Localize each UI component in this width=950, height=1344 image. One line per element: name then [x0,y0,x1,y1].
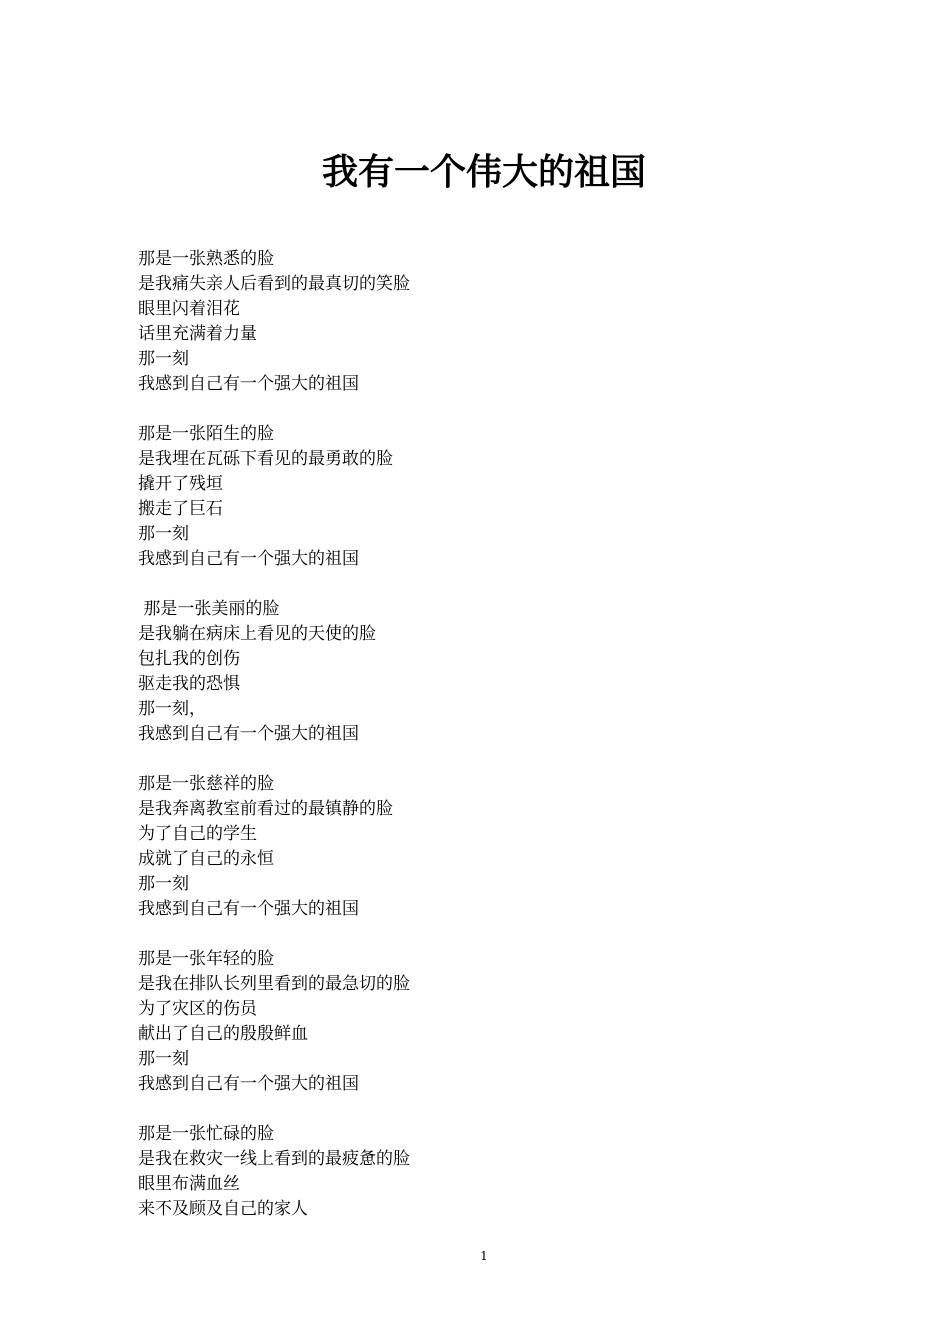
poem-line: 我感到自己有一个强大的祖国 [138,549,359,569]
poem-line: 那一刻 [138,1049,189,1069]
poem-line: 我感到自己有一个强大的祖国 [138,899,359,919]
poem-line: 是我在救灾一线上看到的最疲惫的脸 [138,1149,410,1169]
stanza-6 [138,1122,838,1222]
poem-line: 话里充满着力量 [138,324,257,344]
poem-line: 为了自己的学生 [138,824,257,844]
page-title: 我有一个伟大的祖国 [321,151,646,193]
stanza-3 [138,597,838,747]
poem-line: 搬走了巨石 [138,499,223,519]
poem-line: 包扎我的创伤 [138,649,240,669]
stanza-2 [138,422,838,572]
stanza-5 [138,947,838,1097]
poem-line: 那是一张慈祥的脸 [138,774,274,794]
page-number: 1 [480,1249,488,1263]
poem-line: 那是一张忙碌的脸 [138,1124,274,1144]
poem-line: 那是一张陌生的脸 [138,424,274,444]
stanza-1 [138,247,838,397]
poem-line: 献出了自己的殷殷鲜血 [138,1024,308,1044]
poem-line: 我感到自己有一个强大的祖国 [138,724,359,744]
poem-line: 撬开了残垣 [138,474,223,494]
poem-line: 那是一张熟悉的脸 [138,249,274,269]
poem-line: 是我在排队长列里看到的最急切的脸 [138,974,410,994]
poem-line: 是我埋在瓦砾下看见的最勇敢的脸 [138,449,393,469]
poem-line: 是我奔离教室前看过的最镇静的脸 [138,799,393,819]
poem-body [138,247,838,1247]
poem-line: 眼里布满血丝 [138,1174,240,1194]
poem-line: 我感到自己有一个强大的祖国 [138,1074,359,1094]
poem-line: 那一刻 [138,874,189,894]
stanza-4 [138,772,838,922]
poem-line: 来不及顾及自己的家人 [138,1199,308,1219]
poem-line: 我感到自己有一个强大的祖国 [138,374,359,394]
poem-line: 是我躺在病床上看见的天使的脸 [138,624,376,644]
poem-line: 为了灾区的伤员 [138,999,257,1019]
poem-line: 成就了自己的永恒 [138,849,274,869]
poem-line: 眼里闪着泪花 [138,299,240,319]
poem-line: 那一刻 [138,349,189,369]
poem-line: 那是一张年轻的脸 [138,949,274,969]
poem-line: 那一刻， [138,699,206,719]
poem-line: 那是一张美丽的脸 [138,599,280,619]
poem-line: 驱走我的恐惧 [138,674,240,694]
poem-line: 是我痛失亲人后看到的最真切的笑脸 [138,274,410,294]
poem-line: 那一刻 [138,524,189,544]
